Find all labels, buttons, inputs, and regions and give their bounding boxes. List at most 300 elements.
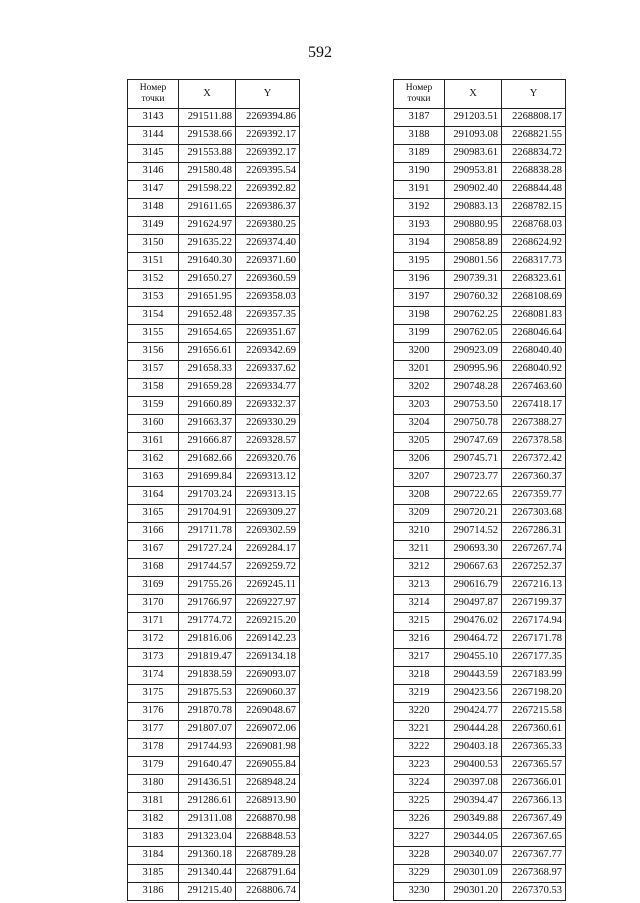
table-row (128, 235, 300, 253)
table-row (394, 199, 566, 217)
table-row (128, 271, 300, 289)
point-number-cell: 3174 (128, 667, 179, 685)
y-coordinate-cell: 2267418.17 (502, 397, 566, 415)
point-number-cell: 3192 (394, 199, 445, 217)
table-row (394, 235, 566, 253)
y-coordinate-cell: 2268848.53 (236, 829, 300, 847)
coordinates-table-right (393, 79, 566, 901)
x-coordinate-cell: 291635.22 (179, 235, 236, 253)
table-row (394, 829, 566, 847)
x-coordinate-cell: 291538.66 (179, 127, 236, 145)
x-coordinate-cell: 290423.56 (445, 685, 502, 703)
table-row (128, 487, 300, 505)
point-number-cell: 3206 (394, 451, 445, 469)
table-row (128, 361, 300, 379)
table-row (394, 217, 566, 235)
y-coordinate-cell: 2267372.42 (502, 451, 566, 469)
point-number-cell: 3157 (128, 361, 179, 379)
point-number-cell: 3166 (128, 523, 179, 541)
point-number-cell: 3214 (394, 595, 445, 613)
y-coordinate-cell: 2269392.17 (236, 145, 300, 163)
table-row (394, 685, 566, 703)
x-coordinate-cell: 291553.88 (179, 145, 236, 163)
x-coordinate-cell: 291666.87 (179, 433, 236, 451)
table-row (128, 343, 300, 361)
x-coordinate-cell: 291704.91 (179, 505, 236, 523)
table-row (394, 307, 566, 325)
table-row (394, 181, 566, 199)
table-row (394, 757, 566, 775)
y-coordinate-cell: 2267370.53 (502, 883, 566, 901)
point-number-cell: 3169 (128, 577, 179, 595)
point-number-cell: 3205 (394, 433, 445, 451)
x-coordinate-cell: 290714.52 (445, 523, 502, 541)
x-coordinate-cell: 290667.63 (445, 559, 502, 577)
x-coordinate-cell: 291875.53 (179, 685, 236, 703)
table-row (128, 541, 300, 559)
table-row (128, 883, 300, 901)
table-row (394, 361, 566, 379)
point-number-cell: 3227 (394, 829, 445, 847)
y-coordinate-cell: 2269358.03 (236, 289, 300, 307)
y-coordinate-cell: 2267366.13 (502, 793, 566, 811)
table-row (128, 649, 300, 667)
x-coordinate-cell: 291819.47 (179, 649, 236, 667)
point-number-header (394, 80, 445, 109)
x-coordinate-cell: 290616.79 (445, 577, 502, 595)
y-coordinate-cell: 2269215.20 (236, 613, 300, 631)
x-coordinate-cell: 290403.18 (445, 739, 502, 757)
point-number-cell: 3172 (128, 631, 179, 649)
x-coordinate-cell: 291658.33 (179, 361, 236, 379)
y-coordinate-cell: 2269259.72 (236, 559, 300, 577)
table-row (394, 631, 566, 649)
y-coordinate-cell: 2269072.06 (236, 721, 300, 739)
x-coordinate-cell: 291511.88 (179, 109, 236, 127)
table-row (394, 577, 566, 595)
x-coordinate-cell: 290883.13 (445, 199, 502, 217)
table-row (394, 289, 566, 307)
point-number-header-line1: Номер (405, 83, 433, 93)
x-coordinate-cell: 291838.59 (179, 667, 236, 685)
table-row (394, 415, 566, 433)
x-coordinate-cell: 291656.61 (179, 343, 236, 361)
x-coordinate-cell: 290760.32 (445, 289, 502, 307)
x-coordinate-cell: 291755.26 (179, 577, 236, 595)
point-number-cell: 3224 (394, 775, 445, 793)
point-number-cell: 3179 (128, 757, 179, 775)
y-coordinate-cell: 2269395.54 (236, 163, 300, 181)
table-row (128, 181, 300, 199)
y-coordinate-cell: 2269245.11 (236, 577, 300, 595)
point-number-cell: 3158 (128, 379, 179, 397)
y-coordinate-cell: 2267360.37 (502, 469, 566, 487)
y-coordinate-cell: 2269337.62 (236, 361, 300, 379)
y-coordinate-cell: 2267367.49 (502, 811, 566, 829)
table-row (128, 199, 300, 217)
x-coordinate-cell: 291611.65 (179, 199, 236, 217)
table-row (394, 559, 566, 577)
point-number-cell: 3204 (394, 415, 445, 433)
table-row (394, 649, 566, 667)
y-coordinate-cell: 2268844.48 (502, 181, 566, 199)
x-coordinate-cell: 291651.95 (179, 289, 236, 307)
x-coordinate-cell: 290762.05 (445, 325, 502, 343)
table-row (128, 127, 300, 145)
table-row (394, 433, 566, 451)
point-number-cell: 3143 (128, 109, 179, 127)
x-coordinate-cell: 291766.97 (179, 595, 236, 613)
table-row (394, 343, 566, 361)
point-number-header-line2: точки (407, 94, 431, 104)
x-coordinate-cell: 291580.48 (179, 163, 236, 181)
x-coordinate-cell: 290983.61 (445, 145, 502, 163)
coordinates-table-left (127, 79, 300, 901)
point-number-cell: 3182 (128, 811, 179, 829)
table-row (128, 685, 300, 703)
y-coordinate-cell: 2267365.57 (502, 757, 566, 775)
point-number-cell: 3215 (394, 613, 445, 631)
x-coordinate-cell: 291660.89 (179, 397, 236, 415)
x-coordinate-cell: 290301.09 (445, 865, 502, 883)
x-coordinate-cell: 291311.08 (179, 811, 236, 829)
point-number-cell: 3187 (394, 109, 445, 127)
x-coordinate-cell: 291640.30 (179, 253, 236, 271)
x-coordinate-cell: 291598.22 (179, 181, 236, 199)
x-coordinate-cell: 290455.10 (445, 649, 502, 667)
x-coordinate-cell: 291652.48 (179, 307, 236, 325)
point-number-cell: 3221 (394, 721, 445, 739)
y-coordinate-cell: 2269302.59 (236, 523, 300, 541)
y-coordinate-cell: 2267171.78 (502, 631, 566, 649)
y-coordinate-cell: 2269394.86 (236, 109, 300, 127)
table-row (128, 775, 300, 793)
table-row (128, 631, 300, 649)
point-number-cell: 3171 (128, 613, 179, 631)
point-number-header-line2: точки (141, 94, 165, 104)
point-number-cell: 3223 (394, 757, 445, 775)
x-coordinate-cell: 291654.65 (179, 325, 236, 343)
point-number-header (128, 80, 179, 109)
y-coordinate-cell: 2267463.60 (502, 379, 566, 397)
y-coordinate-cell: 2269142.23 (236, 631, 300, 649)
x-coordinate-cell: 290747.69 (445, 433, 502, 451)
table-row (394, 667, 566, 685)
table-row (394, 145, 566, 163)
point-number-cell: 3188 (394, 127, 445, 145)
point-number-cell: 3159 (128, 397, 179, 415)
y-coordinate-cell: 2269357.35 (236, 307, 300, 325)
y-coordinate-cell: 2268791.64 (236, 865, 300, 883)
y-coordinate-cell: 2269093.07 (236, 667, 300, 685)
x-coordinate-cell: 291640.47 (179, 757, 236, 775)
point-number-cell: 3152 (128, 271, 179, 289)
x-coordinate-cell: 291663.37 (179, 415, 236, 433)
point-number-cell: 3226 (394, 811, 445, 829)
point-number-cell: 3198 (394, 307, 445, 325)
point-number-cell: 3208 (394, 487, 445, 505)
point-number-cell: 3222 (394, 739, 445, 757)
x-coordinate-cell: 290349.88 (445, 811, 502, 829)
x-header: X (445, 80, 502, 109)
x-coordinate-cell: 290693.30 (445, 541, 502, 559)
y-coordinate-cell: 2269371.60 (236, 253, 300, 271)
point-number-cell: 3228 (394, 847, 445, 865)
table-row (128, 433, 300, 451)
table-row (128, 145, 300, 163)
point-number-cell: 3161 (128, 433, 179, 451)
table-row (128, 307, 300, 325)
y-coordinate-cell: 2267359.77 (502, 487, 566, 505)
point-number-cell: 3165 (128, 505, 179, 523)
point-number-cell: 3207 (394, 469, 445, 487)
point-number-cell: 3194 (394, 235, 445, 253)
y-coordinate-cell: 2268913.90 (236, 793, 300, 811)
table-row (394, 523, 566, 541)
table-row (128, 415, 300, 433)
point-number-cell: 3144 (128, 127, 179, 145)
x-coordinate-cell: 291727.24 (179, 541, 236, 559)
x-coordinate-cell: 290444.28 (445, 721, 502, 739)
table-row (128, 829, 300, 847)
y-coordinate-cell: 2269060.37 (236, 685, 300, 703)
table-row (394, 271, 566, 289)
point-number-cell: 3162 (128, 451, 179, 469)
y-coordinate-cell: 2267368.97 (502, 865, 566, 883)
point-number-cell: 3219 (394, 685, 445, 703)
point-number-cell: 3180 (128, 775, 179, 793)
point-number-cell: 3146 (128, 163, 179, 181)
table-row (394, 127, 566, 145)
x-coordinate-cell: 290750.78 (445, 415, 502, 433)
point-number-cell: 3202 (394, 379, 445, 397)
x-coordinate-cell: 290301.20 (445, 883, 502, 901)
y-coordinate-cell: 2269380.25 (236, 217, 300, 235)
point-number-cell: 3189 (394, 145, 445, 163)
y-coordinate-cell: 2269328.57 (236, 433, 300, 451)
x-coordinate-cell: 290739.31 (445, 271, 502, 289)
point-number-cell: 3145 (128, 145, 179, 163)
point-number-cell: 3199 (394, 325, 445, 343)
table-header-row (128, 80, 300, 109)
table-row (128, 469, 300, 487)
x-coordinate-cell: 290880.95 (445, 217, 502, 235)
y-coordinate-cell: 2269227.97 (236, 595, 300, 613)
x-coordinate-cell: 290753.50 (445, 397, 502, 415)
y-coordinate-cell: 2269284.17 (236, 541, 300, 559)
y-coordinate-cell: 2269386.37 (236, 199, 300, 217)
point-number-cell: 3210 (394, 523, 445, 541)
point-number-cell: 3178 (128, 739, 179, 757)
table-row (128, 451, 300, 469)
table-row (128, 667, 300, 685)
y-coordinate-cell: 2267252.37 (502, 559, 566, 577)
y-coordinate-cell: 2269055.84 (236, 757, 300, 775)
table-row (128, 523, 300, 541)
table-row (394, 883, 566, 901)
x-coordinate-cell: 290902.40 (445, 181, 502, 199)
point-number-cell: 3181 (128, 793, 179, 811)
x-coordinate-cell: 291650.27 (179, 271, 236, 289)
x-header: X (179, 80, 236, 109)
point-number-cell: 3147 (128, 181, 179, 199)
y-coordinate-cell: 2267378.58 (502, 433, 566, 451)
y-coordinate-cell: 2269320.76 (236, 451, 300, 469)
table-row (128, 739, 300, 757)
x-coordinate-cell: 290340.07 (445, 847, 502, 865)
table-row (128, 577, 300, 595)
x-coordinate-cell: 290723.77 (445, 469, 502, 487)
x-coordinate-cell: 290424.77 (445, 703, 502, 721)
y-coordinate-cell: 2269351.67 (236, 325, 300, 343)
point-number-cell: 3185 (128, 865, 179, 883)
x-coordinate-cell: 290443.59 (445, 667, 502, 685)
y-coordinate-cell: 2268040.40 (502, 343, 566, 361)
point-number-cell: 3176 (128, 703, 179, 721)
point-number-cell: 3201 (394, 361, 445, 379)
x-coordinate-cell: 291870.78 (179, 703, 236, 721)
table-row (394, 739, 566, 757)
point-number-cell: 3167 (128, 541, 179, 559)
x-coordinate-cell: 291699.84 (179, 469, 236, 487)
y-coordinate-cell: 2268624.92 (502, 235, 566, 253)
point-number-cell: 3168 (128, 559, 179, 577)
y-coordinate-cell: 2268789.28 (236, 847, 300, 865)
table-row (394, 451, 566, 469)
y-header: Y (236, 80, 300, 109)
point-number-cell: 3150 (128, 235, 179, 253)
table-row (394, 325, 566, 343)
table-row (128, 505, 300, 523)
table-row (128, 757, 300, 775)
y-coordinate-cell: 2268768.03 (502, 217, 566, 235)
table-row (394, 703, 566, 721)
x-coordinate-cell: 291744.93 (179, 739, 236, 757)
point-number-cell: 3155 (128, 325, 179, 343)
x-coordinate-cell: 290748.28 (445, 379, 502, 397)
y-coordinate-cell: 2267177.35 (502, 649, 566, 667)
x-coordinate-cell: 291286.61 (179, 793, 236, 811)
x-coordinate-cell: 290722.65 (445, 487, 502, 505)
point-number-cell: 3148 (128, 199, 179, 217)
point-number-cell: 3211 (394, 541, 445, 559)
point-number-cell: 3156 (128, 343, 179, 361)
x-coordinate-cell: 291807.07 (179, 721, 236, 739)
point-number-cell: 3163 (128, 469, 179, 487)
y-coordinate-cell: 2269309.27 (236, 505, 300, 523)
table-row (128, 559, 300, 577)
y-coordinate-cell: 2268838.28 (502, 163, 566, 181)
table-row (128, 703, 300, 721)
table-row (128, 325, 300, 343)
table-row (394, 487, 566, 505)
y-coordinate-cell: 2267199.37 (502, 595, 566, 613)
table-row (394, 505, 566, 523)
table-row (394, 595, 566, 613)
x-coordinate-cell: 291436.51 (179, 775, 236, 793)
y-coordinate-cell: 2267366.01 (502, 775, 566, 793)
y-coordinate-cell: 2269134.18 (236, 649, 300, 667)
y-coordinate-cell: 2269313.15 (236, 487, 300, 505)
table-row (394, 469, 566, 487)
y-coordinate-cell: 2269313.12 (236, 469, 300, 487)
x-coordinate-cell: 291703.24 (179, 487, 236, 505)
table-row (128, 397, 300, 415)
y-coordinate-cell: 2268081.83 (502, 307, 566, 325)
x-coordinate-cell: 290762.25 (445, 307, 502, 325)
point-number-cell: 3220 (394, 703, 445, 721)
x-coordinate-cell: 291215.40 (179, 883, 236, 901)
table-row (394, 847, 566, 865)
point-number-cell: 3160 (128, 415, 179, 433)
point-number-cell: 3175 (128, 685, 179, 703)
x-coordinate-cell: 290464.72 (445, 631, 502, 649)
point-number-cell: 3230 (394, 883, 445, 901)
point-number-cell: 3164 (128, 487, 179, 505)
table-row (128, 163, 300, 181)
table-row (394, 613, 566, 631)
y-coordinate-cell: 2267367.65 (502, 829, 566, 847)
point-number-cell: 3190 (394, 163, 445, 181)
y-coordinate-cell: 2268808.17 (502, 109, 566, 127)
x-coordinate-cell: 290497.87 (445, 595, 502, 613)
y-coordinate-cell: 2267215.58 (502, 703, 566, 721)
y-coordinate-cell: 2269332.37 (236, 397, 300, 415)
table-row (128, 793, 300, 811)
x-coordinate-cell: 291323.04 (179, 829, 236, 847)
y-coordinate-cell: 2268821.55 (502, 127, 566, 145)
point-number-cell: 3170 (128, 595, 179, 613)
point-number-cell: 3149 (128, 217, 179, 235)
table-row (128, 865, 300, 883)
point-number-cell: 3173 (128, 649, 179, 667)
point-number-cell: 3183 (128, 829, 179, 847)
table-row (394, 163, 566, 181)
x-coordinate-cell: 290476.02 (445, 613, 502, 631)
page-number: 592 (308, 44, 332, 61)
table-row (128, 289, 300, 307)
y-coordinate-cell: 2269330.29 (236, 415, 300, 433)
table-row (128, 721, 300, 739)
table-row (128, 109, 300, 127)
x-coordinate-cell: 290995.96 (445, 361, 502, 379)
y-coordinate-cell: 2268834.72 (502, 145, 566, 163)
y-coordinate-cell: 2268046.64 (502, 325, 566, 343)
y-coordinate-cell: 2269081.98 (236, 739, 300, 757)
table-row (394, 793, 566, 811)
x-coordinate-cell: 291682.66 (179, 451, 236, 469)
y-coordinate-cell: 2268782.15 (502, 199, 566, 217)
y-coordinate-cell: 2269048.67 (236, 703, 300, 721)
y-coordinate-cell: 2267365.33 (502, 739, 566, 757)
point-number-cell: 3203 (394, 397, 445, 415)
x-coordinate-cell: 290720.21 (445, 505, 502, 523)
point-number-cell: 3218 (394, 667, 445, 685)
x-coordinate-cell: 290923.09 (445, 343, 502, 361)
point-number-cell: 3197 (394, 289, 445, 307)
y-coordinate-cell: 2267303.68 (502, 505, 566, 523)
y-coordinate-cell: 2269334.77 (236, 379, 300, 397)
point-number-cell: 3213 (394, 577, 445, 595)
x-coordinate-cell: 290801.56 (445, 253, 502, 271)
x-coordinate-cell: 291659.28 (179, 379, 236, 397)
point-number-cell: 3225 (394, 793, 445, 811)
point-number-cell: 3229 (394, 865, 445, 883)
point-number-cell: 3184 (128, 847, 179, 865)
y-coordinate-cell: 2269392.17 (236, 127, 300, 145)
y-coordinate-cell: 2268108.69 (502, 289, 566, 307)
point-number-cell: 3193 (394, 217, 445, 235)
